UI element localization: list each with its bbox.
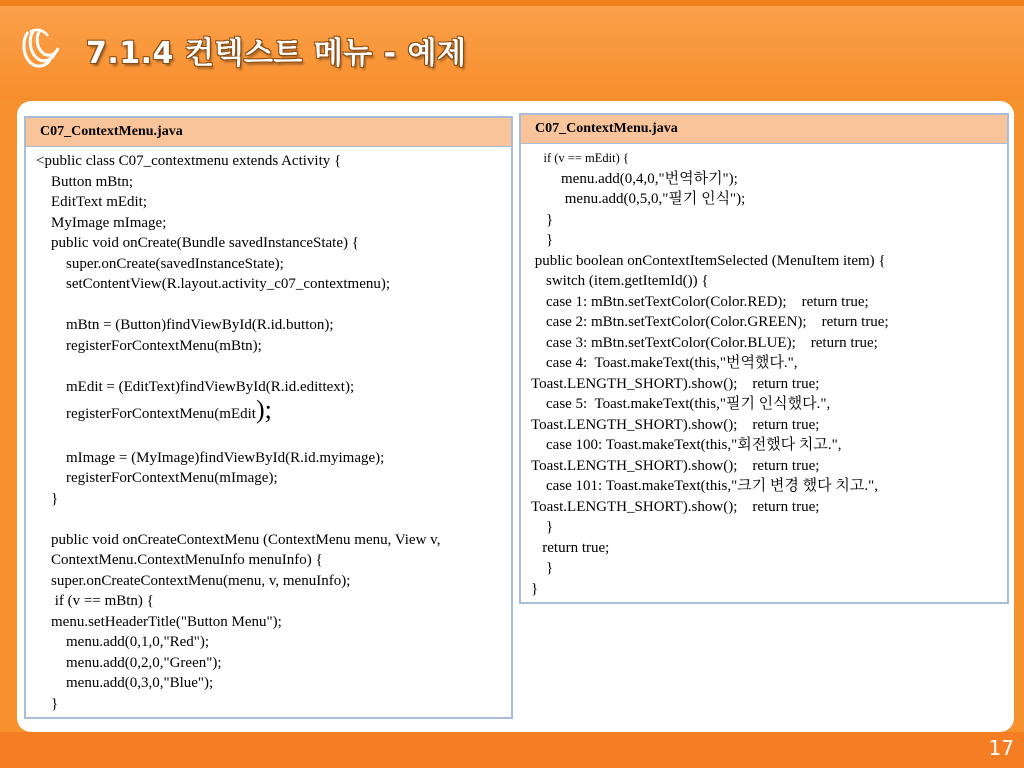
code-line: case 100: Toast.makeText(this,"회전했다 치고.", [531, 437, 842, 453]
code-line: if (v == mEdit) { [531, 151, 629, 165]
code-line: setContentView(R.layout.activity_c07_contextmenu); [36, 276, 391, 292]
code-line: public void onCreate(Bundle savedInstanceState) { [36, 235, 359, 251]
panel-header-right: C07_ContextMenu.java [521, 115, 1007, 144]
code-line: case 1: mBtn.setTextColor(Color.RED); return true; [531, 293, 869, 310]
code-line: } [531, 560, 554, 576]
slide-title: 7.1.4 컨텍스트 메뉴 - 예제 [86, 36, 467, 71]
code-line: Button mBtn; [36, 173, 134, 190]
code-line: super.onCreate(savedInstanceState); [36, 255, 284, 272]
code-line: } [531, 580, 539, 597]
code-line: menu.add(0,4,0,"번역하기"); [531, 170, 738, 187]
code-line [36, 295, 511, 316]
code-line: menu.setHeaderTitle("Button Menu"); [36, 613, 282, 630]
code-line [36, 356, 511, 377]
code-line: Toast.LENGTH_SHORT).show(); return true; [531, 416, 820, 433]
code-panel-right [519, 113, 1009, 604]
code-line: public void onCreateContextMenu (ContextMenu menu, View v, [36, 531, 441, 548]
code-line: case 3: mBtn.setTextColor(Color.BLUE); return true; [531, 334, 878, 351]
code-line: menu.add(0,5,0,"필기 인식"); [531, 191, 746, 207]
code-line: case 5: Toast.makeText(this,"필기 인식했다.", [531, 396, 831, 412]
code-line: menu.add(0,1,0,"Red"); [36, 634, 210, 650]
footer-band [0, 732, 1024, 768]
page-number: 17 [988, 736, 1014, 760]
code-line: MyImage mImage; [36, 214, 167, 231]
code-body-right [521, 144, 1007, 599]
code-line: return true; [531, 539, 610, 556]
code-line: } [36, 490, 59, 507]
code-line [36, 427, 511, 448]
code-line: case 2: mBtn.setTextColor(Color.GREEN); return true; [531, 314, 889, 330]
code-line-text: registerForContextMenu(mEdit [36, 406, 256, 422]
code-line: } [531, 519, 554, 535]
code-line: if (v == mBtn) { [36, 593, 154, 609]
code-line-with-semicolon [36, 397, 511, 427]
panel-header-left: C07_ContextMenu.java [26, 118, 511, 147]
code-line: Toast.LENGTH_SHORT).show(); return true; [531, 498, 820, 515]
code-line: } [36, 695, 59, 712]
code-line: } [531, 211, 554, 228]
code-line: super.onCreateContextMenu(menu, v, menuInfo); [36, 572, 351, 589]
code-line: <public class C07_contextmenu extends Activity { [36, 153, 342, 169]
code-line: mImage = (MyImage)findViewById(R.id.myimage); [36, 449, 385, 466]
big-semicolon: ); [255, 395, 272, 424]
code-line: menu.add(0,2,0,"Green"); [36, 654, 222, 671]
code-line: registerForContextMenu(mBtn); [36, 337, 262, 354]
code-body-left [26, 147, 511, 714]
code-panel-left [24, 116, 513, 719]
code-line: menu.add(0,3,0,"Blue"); [36, 675, 214, 691]
swirl-logo-icon [20, 26, 60, 70]
code-line: public boolean onContextItemSelected (MenuItem item) { [531, 252, 886, 269]
code-line: mBtn = (Button)findViewById(R.id.button); [36, 317, 334, 333]
code-line: case 4: Toast.makeText(this,"번역했다.", [531, 355, 798, 371]
code-line: registerForContextMenu(mImage); [36, 470, 278, 486]
code-line: case 101: Toast.makeText(this,"크기 변경 했다 치고.", [531, 478, 878, 494]
code-line: } [531, 232, 554, 248]
code-line: switch (item.getItemId()) { [531, 273, 709, 289]
code-line: EditText mEdit; [36, 194, 148, 210]
code-line: ContextMenu.ContextMenuInfo menuInfo) { [36, 552, 323, 568]
code-line [36, 509, 511, 530]
code-line: Toast.LENGTH_SHORT).show(); return true; [531, 375, 820, 392]
code-line: Toast.LENGTH_SHORT).show(); return true; [531, 457, 820, 474]
code-line: mEdit = (EditText)findViewById(R.id.edittext); [36, 378, 355, 395]
